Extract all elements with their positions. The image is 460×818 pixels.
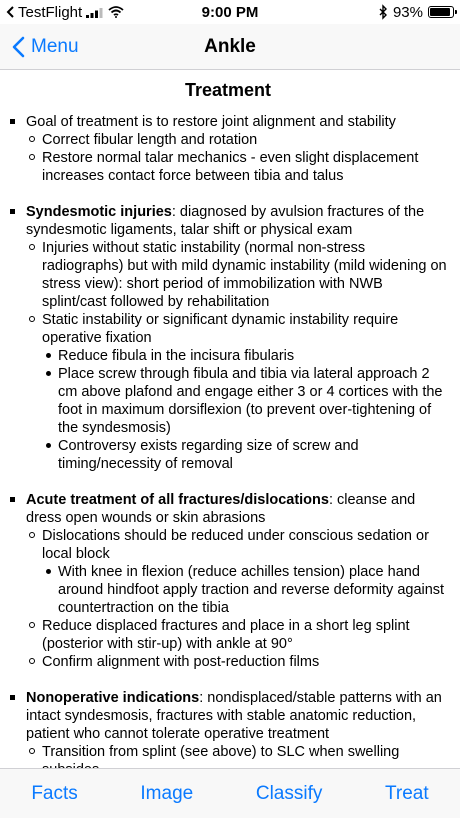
sub-item-text: Injuries without static instability (normal non-stress radiographs) but with mild dynamic instability (mild widening on stress view): short period of immobilization with NWB splint/cast followed by rehabilitation bbox=[42, 240, 447, 310]
tab-image[interactable]: Image bbox=[140, 782, 194, 804]
item-heading: Syndesmotic injuries bbox=[26, 204, 172, 220]
list-item bbox=[8, 203, 448, 473]
sub-item-text: Static instability or significant dynamic instability require operative fixation bbox=[42, 312, 399, 346]
sub-list-item bbox=[26, 131, 448, 149]
status-right bbox=[379, 4, 454, 21]
section-title: Treatment bbox=[184, 80, 272, 100]
list-item bbox=[8, 689, 448, 779]
sub-sub-list-item: Place screw through fibula and tibia via lateral approach 2 cm above plafond and engage either 3 or 4 cortices with the foot in maximum dorsiflexion (to prevent over-tightening of the syndesmosis) bbox=[42, 365, 448, 437]
wifi-icon bbox=[108, 6, 124, 18]
item-text: : cleanse and dress open wounds or skin abrasions bbox=[26, 492, 416, 526]
sub-list-item bbox=[26, 311, 448, 473]
battery-percent: 93% bbox=[392, 3, 423, 21]
item-text: Goal of treatment is to restore joint alignment and stability bbox=[26, 114, 396, 130]
sub-item-text: Confirm alignment with post-reduction films bbox=[42, 654, 320, 670]
sub-sub-list-item: With knee in flexion (reduce achilles tension) place hand around hindfoot apply traction and reverse deformity against countertraction on the tibia bbox=[42, 563, 448, 617]
status-left bbox=[6, 4, 124, 21]
sub-list-item bbox=[26, 239, 448, 311]
status-time: 9:00 PM bbox=[201, 3, 259, 21]
sub-sub-list-item: Reduce fibula in the incisura fibularis bbox=[42, 347, 448, 365]
item-heading: Acute treatment of all fractures/dislocations bbox=[26, 492, 329, 508]
status-bar bbox=[0, 0, 460, 24]
tab-treat[interactable]: Treat bbox=[385, 782, 429, 804]
sub-item-text: Reduce displaced fractures and place in a short leg splint (posterior with stir-up) with ankle at 90° bbox=[42, 618, 410, 652]
carrier-label: TestFlight bbox=[18, 3, 83, 21]
item-text: : nondisplaced/stable patterns with an intact syndesmosis, fractures with stable anatomic reduction, patient who cannot tolerate operative treatment bbox=[26, 690, 442, 742]
sub-item-text: Dislocations should be reduced under conscious sedation or local block bbox=[42, 528, 429, 562]
list-item bbox=[8, 491, 448, 671]
back-to-app-icon[interactable] bbox=[6, 6, 14, 18]
page-title: Ankle bbox=[204, 36, 256, 57]
back-button[interactable] bbox=[12, 24, 79, 70]
sub-item-text: Restore normal talar mechanics - even slight displacement increases contact force between tibia and talus bbox=[42, 150, 419, 184]
sub-list-item bbox=[26, 149, 448, 185]
sub-list-item bbox=[26, 527, 448, 617]
item-heading: Nonoperative indications bbox=[26, 690, 200, 706]
signal-icon bbox=[86, 7, 104, 18]
sub-item-text: Transition from splint (see above) to SLC when swelling bbox=[42, 744, 400, 760]
sub-list-item bbox=[26, 653, 448, 671]
sub-list bbox=[26, 527, 448, 671]
content-scroll[interactable] bbox=[0, 71, 460, 768]
sub-sub-list-item: Controversy exists regarding size of screw and timing/necessity of removal bbox=[42, 437, 448, 473]
sub-list bbox=[26, 131, 448, 185]
tab-bar bbox=[0, 768, 460, 818]
battery-icon bbox=[428, 6, 454, 18]
sub-list bbox=[26, 239, 448, 473]
treatment-list bbox=[8, 113, 448, 779]
list-item bbox=[8, 113, 448, 185]
sub-sub-list bbox=[42, 347, 448, 473]
back-button-label: Menu bbox=[31, 36, 79, 57]
item-text: : diagnosed by avulsion fractures of the syndesmotic ligaments, talar shift or physical exam bbox=[26, 204, 425, 238]
tab-classify[interactable]: Classify bbox=[255, 782, 323, 804]
sub-list-item bbox=[26, 617, 448, 653]
bluetooth-icon bbox=[379, 5, 388, 19]
chevron-left-icon bbox=[12, 36, 25, 58]
sub-item-text: Correct fibular length and rotation bbox=[42, 132, 258, 148]
sub-sub-list bbox=[42, 563, 448, 617]
tab-facts[interactable]: Facts bbox=[31, 782, 78, 804]
navigation-bar bbox=[0, 24, 460, 70]
